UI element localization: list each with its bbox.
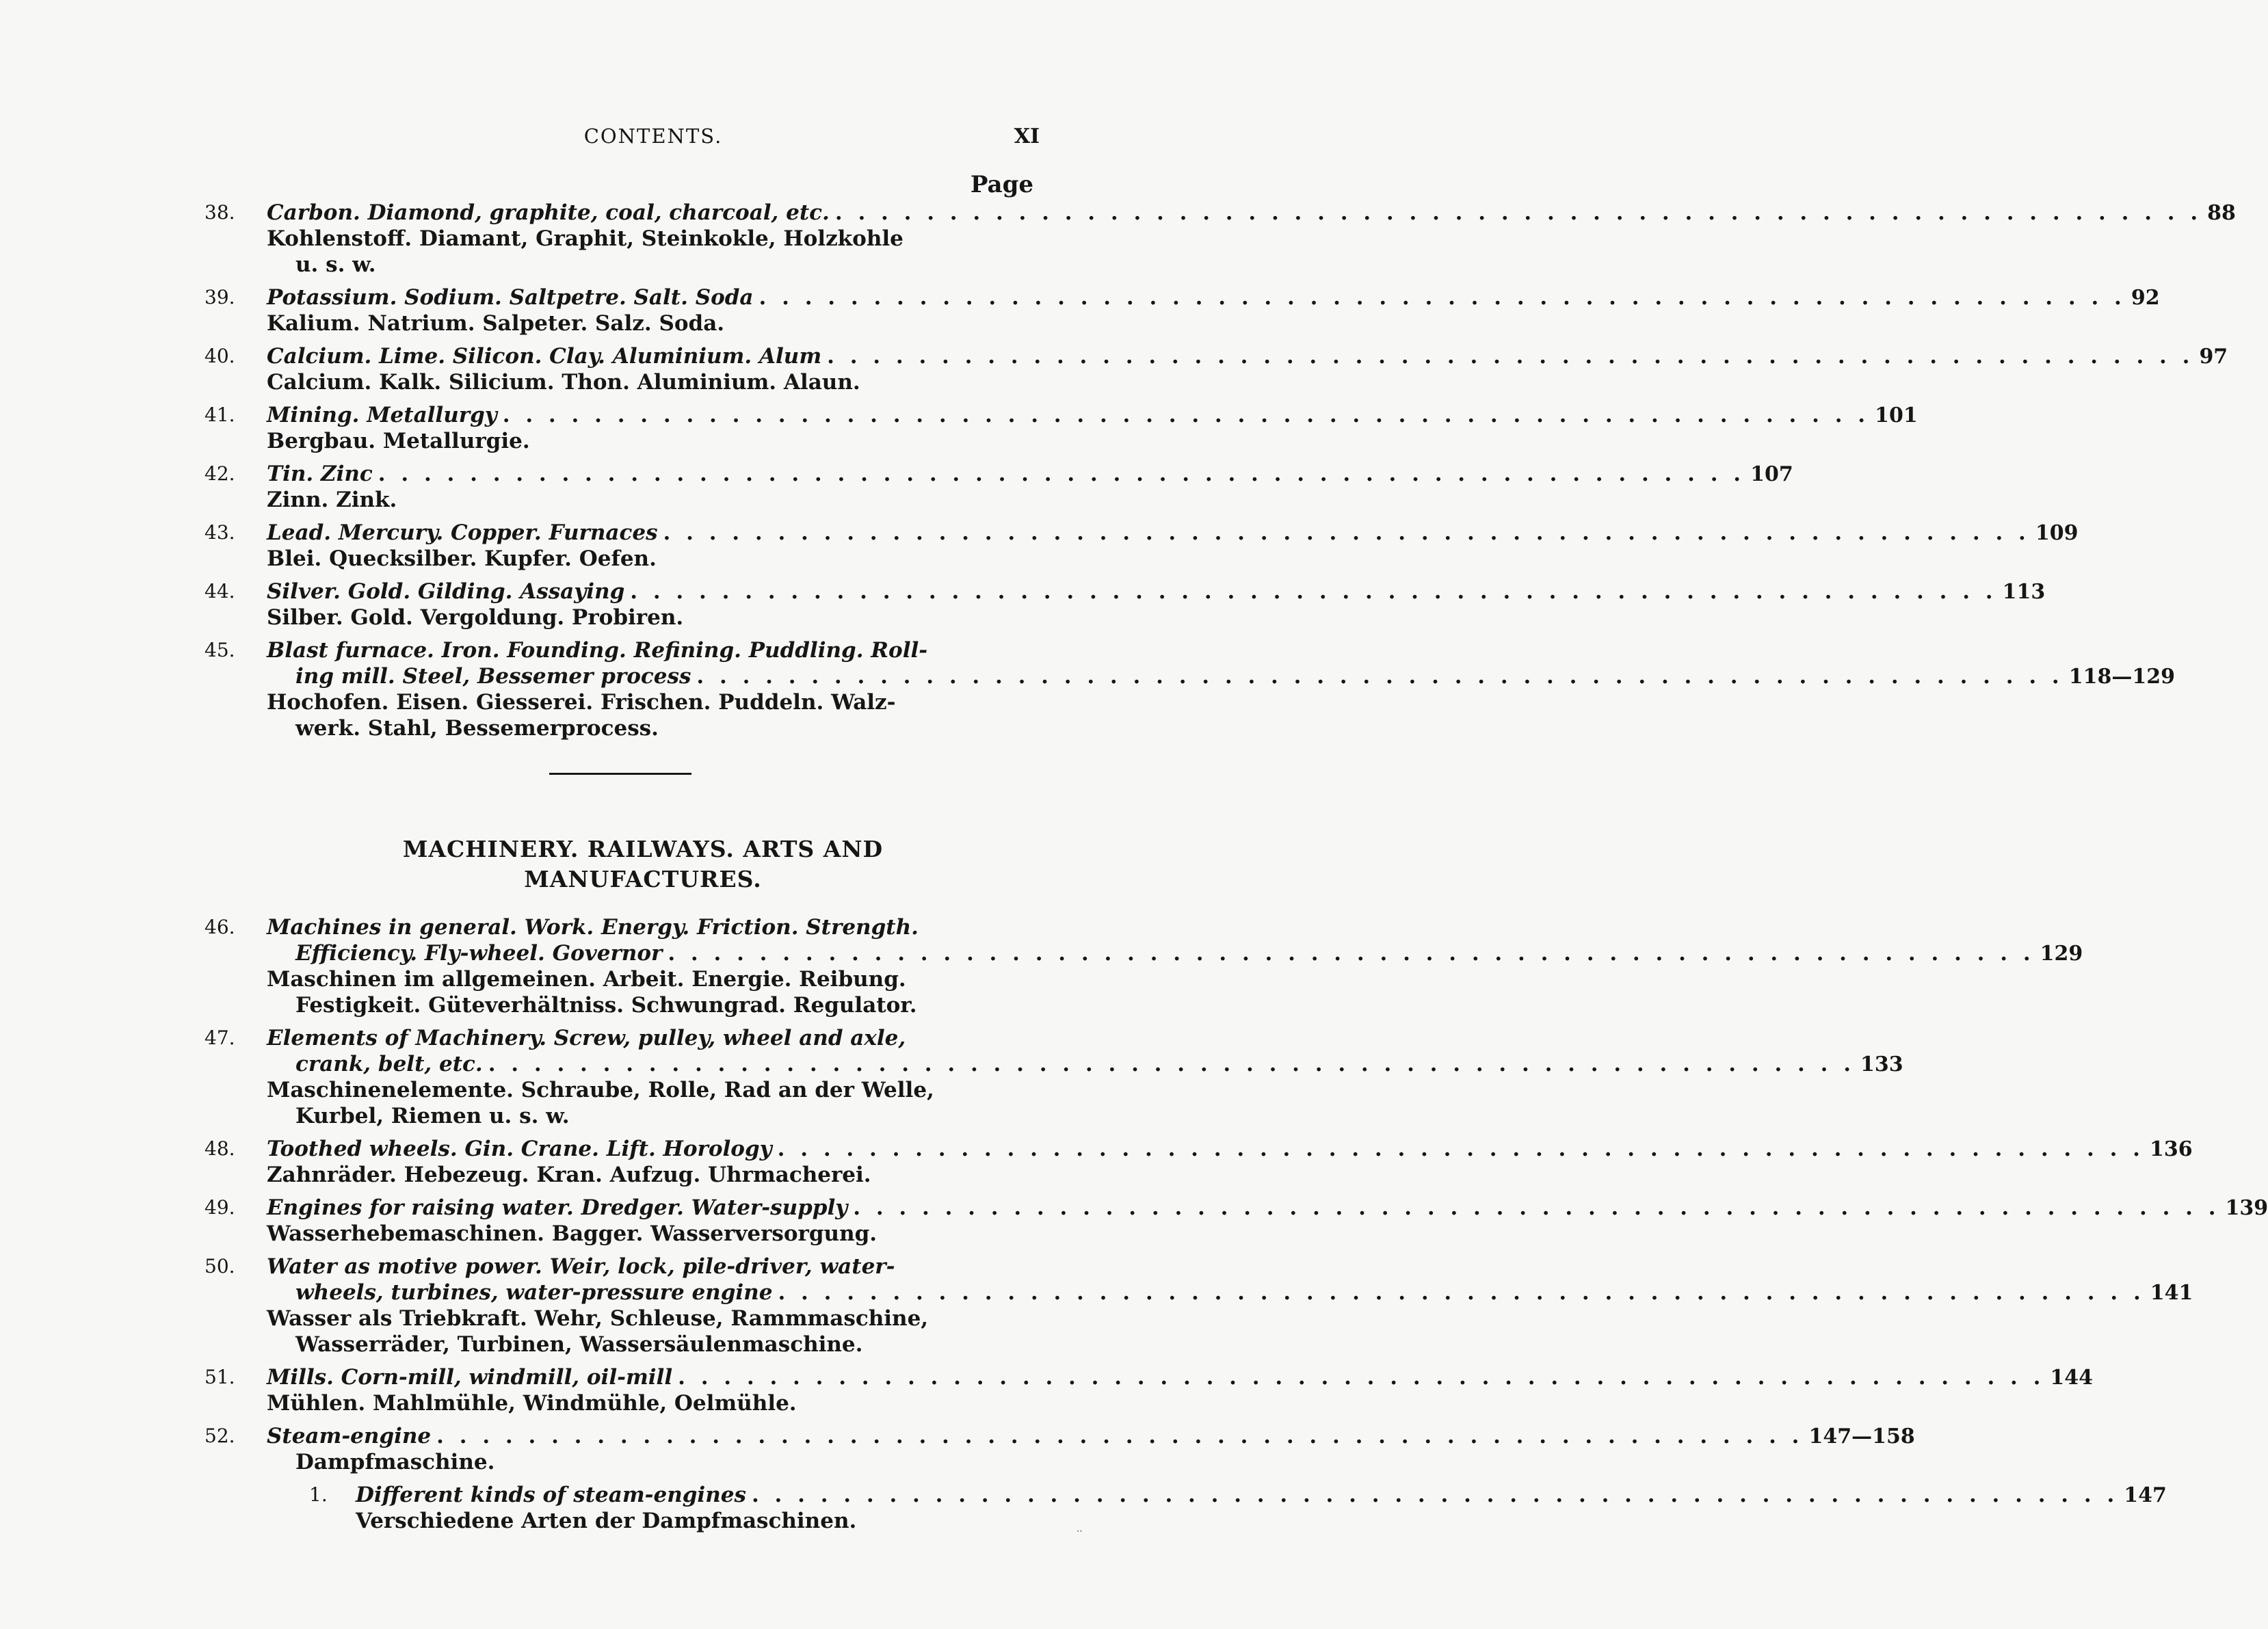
toc-line [0,1364,2094,1390]
toc-line [0,914,1193,940]
entry-text [267,914,1033,940]
page-ref: 101 [1875,403,1918,427]
english-title: Elements of Machinery. Screw, pulley, wheel and axle, [267,1026,906,1050]
dot-leader: . . . . . . . . . . . . . . . . . . . . . . . . . . . . . . . . . . . . . . . . . . . . . . . . . . . . . . . . . . . . [777,1137,2144,1161]
english-title: Steam-engine [267,1424,432,1448]
toc-entry [0,402,1918,454]
dot-leader: . . . . . . . . . . . . . . . . . . . . . . . . . . . . . . . . . . . . . . . . . . . . . . . . . . . . . . . . . . . . [663,520,2030,545]
english-title: crank, belt, etc. [295,1052,483,1076]
entry-number: 51. [205,1366,235,1388]
entry-text [295,252,1033,278]
section-divider-rule [549,773,691,775]
page-ref: 147 [2124,1483,2167,1507]
toc-entry [0,1254,2193,1358]
entry-number: 44. [205,580,235,602]
toc-entry [0,520,2079,572]
german-title: Maschinen im allgemeinen. Arbeit. Energie. Reibung. [267,967,906,992]
toc-line [0,284,2160,310]
toc-line [0,343,2228,369]
toc-line [0,1077,1193,1103]
entry-text [295,940,2083,967]
toc-line [0,1306,1193,1332]
dot-leader: . . . . . . . . . . . . . . . . . . . . . . . . . . . . . . . . . . . . . . . . . . . . . . . . . . . . . . . . . . . . [668,941,2035,966]
toc-line [0,1508,1193,1534]
english-title: Calcium. Lime. Silicon. Clay. Aluminium. Alum [267,344,822,369]
entry-text [267,689,1033,715]
entry-number: 46. [205,916,235,938]
entry-number: 50. [205,1255,235,1277]
entry-text [267,637,1033,663]
english-title: Toothed wheels. Gin. Crane. Lift. Horology [267,1137,772,1161]
entry-number: 43. [205,521,235,544]
toc-line [0,1332,1193,1358]
entry-text [267,369,1033,395]
dot-leader: . . . . . . . . . . . . . . . . . . . . . . . . . . . . . . . . . . . . . . . . . . . . . . . . . . . . . . . . . . . . [751,1483,2119,1507]
section-heading-line-1: MACHINERY. RAILWAYS. ARTS AND [402,836,884,862]
entry-text [267,402,1918,429]
page-ref: 144 [2050,1366,2094,1390]
page-ref: 92 [2131,286,2160,310]
german-title: Hochofen. Eisen. Giesserei. Frischen. Puddeln. Walz- [267,690,896,715]
toc-line [0,1449,1193,1475]
entry-text [295,1051,1903,1078]
toc-entry [0,1423,1915,1475]
toc-line [0,715,1193,741]
english-title: Tin. Zinc [267,462,373,486]
stray-ink-mark: ⸳⸳ [1077,1523,1083,1536]
entry-text [267,1195,2268,1221]
entry-text [267,1162,1033,1188]
toc-line [0,605,1193,631]
toc-line [0,1025,1193,1051]
entry-text [267,1423,1915,1450]
contents-section-machinery [0,914,2268,1541]
page-ref: 97 [2199,345,2228,369]
entry-number: 41. [205,403,235,426]
entry-text [267,343,2228,370]
toc-line [0,1103,1193,1129]
entry-text [295,663,2175,690]
entry-number: 38. [205,201,235,224]
section-heading [267,834,1019,895]
entry-text [267,487,1033,513]
toc-line [0,1280,2193,1306]
dot-leader: . . . . . . . . . . . . . . . . . . . . . . . . . . . . . . . . . . . . . . . . . . . . . . . . . . . . . . . . . . . . [502,403,1870,427]
entry-text [267,520,2079,546]
page-number: XI [1014,124,1040,148]
section-heading-line-2: MANUFACTURES. [524,866,762,892]
entry-text [267,1364,2094,1391]
german-title: Calcium. Kalk. Silicium. Thon. Aluminium. Alaun. [267,370,860,395]
entry-text [267,428,1033,454]
dot-leader: . . . . . . . . . . . . . . . . . . . . . . . . . . . . . . . . . . . . . . . . . . . . . . . . . . . . . . . . . . . . [778,1280,2145,1305]
english-title: Efficiency. Fly-wheel. Governor [295,941,663,966]
toc-line [0,1051,1903,1077]
entry-text [295,1103,1033,1129]
toc-line [0,200,2236,226]
entry-text [267,1136,2193,1163]
toc-line [0,487,1193,513]
page-ref: 118—129 [2068,665,2175,689]
entry-number: 47. [205,1027,235,1049]
page-column-label: Page [970,171,1033,198]
running-head-title: CONTENTS. [583,124,723,148]
page-ref: 136 [2149,1137,2193,1161]
toc-line [0,579,2046,605]
german-title: Kohlenstoff. Diamant, Graphit, Steinkokle, Holzkohle [267,226,904,251]
dot-leader: . . . . . . . . . . . . . . . . . . . . . . . . . . . . . . . . . . . . . . . . . . . . . . . . . . . . . . . . . . . . [378,462,1745,486]
entry-text [267,1254,1033,1280]
german-title: Verschiedene Arten der Dampfmaschinen. [356,1509,857,1533]
toc-line [0,1195,2268,1221]
toc-line [0,966,1193,992]
entry-number: 39. [205,286,235,308]
toc-line [0,1221,1193,1247]
english-title: Different kinds of steam-engines [356,1483,746,1507]
toc-line [0,461,1793,487]
toc-entry [0,1482,2167,1534]
page-ref: 129 [2040,942,2083,966]
entry-text [267,310,1033,336]
german-title: u. s. w. [295,252,376,277]
entry-text [267,579,2046,605]
entry-text [267,1221,1033,1247]
toc-entry [0,1025,1903,1129]
entry-text [267,461,1793,488]
page-ref: 139 [2225,1196,2268,1220]
english-title: Silver. Gold. Gilding. Assaying [267,579,625,604]
german-title: Bergbau. Metallurgie. [267,429,530,453]
german-title: Wasserräder, Turbinen, Wassersäulenmaschine. [295,1332,863,1357]
running-head [267,124,1040,152]
dot-leader: . . . . . . . . . . . . . . . . . . . . . . . . . . . . . . . . . . . . . . . . . . . . . . . . . . . . . . . . . . . . [630,579,1997,604]
dot-leader: . . . . . . . . . . . . . . . . . . . . . . . . . . . . . . . . . . . . . . . . . . . . . . . . . . . . . . . . . . . . [488,1052,1855,1076]
toc-entry [0,1136,2193,1188]
german-title: Kurbel, Riemen u. s. w. [295,1104,570,1128]
english-title: Mills. Corn-mill, windmill, oil-mill [267,1365,673,1390]
english-title: Potassium. Sodium. Saltpetre. Salt. Soda [267,285,754,310]
german-title: Blei. Quecksilber. Kupfer. Oefen. [267,546,657,571]
page-ref: 107 [1750,462,1793,486]
toc-line [0,1423,1915,1449]
dot-leader: . . . . . . . . . . . . . . . . . . . . . . . . . . . . . . . . . . . . . . . . . . . . . . . . . . . . . . . . . . . . [759,285,2126,310]
toc-entry [0,1364,2094,1416]
german-title: Festigkeit. Güteverhältniss. Schwungrad. Regulator. [295,993,917,1018]
toc-line [0,1254,1193,1280]
toc-line [0,546,1193,572]
toc-line [0,940,2083,966]
english-title: Carbon. Diamond, graphite, coal, charcoal, etc. [267,200,830,225]
dot-leader: . . . . . . . . . . . . . . . . . . . . . . . . . . . . . . . . . . . . . . . . . . . . . . . . . . . . . . . . . . . . [678,1365,2045,1390]
toc-entry [0,343,2228,395]
dot-leader: . . . . . . . . . . . . . . . . . . . . . . . . . . . . . . . . . . . . . . . . . . . . . . . . . . . . . . . . . . . . [436,1424,1804,1448]
entry-text [267,605,1033,631]
dot-leader: . . . . . . . . . . . . . . . . . . . . . . . . . . . . . . . . . . . . . . . . . . . . . . . . . . . . . . . . . . . . [834,200,2202,225]
english-title: Mining. Metallurgy [267,403,497,427]
toc-entry [0,914,2083,1018]
entry-text [295,1449,1033,1475]
toc-line [0,252,1193,278]
toc-line [0,1390,1193,1416]
entry-text [295,992,1033,1018]
toc-line [0,1136,2193,1162]
german-title: Wasserhebemaschinen. Bagger. Wasserversorgung. [267,1221,878,1246]
german-title: Maschinenelemente. Schraube, Rolle, Rad an der Welle, [267,1078,934,1102]
english-title: Blast furnace. Iron. Founding. Refining. Puddling. Roll- [267,638,928,663]
page-ref: 109 [2035,521,2079,545]
toc-line [0,520,2079,546]
toc-line [0,369,1193,395]
entry-text [356,1508,1033,1534]
contents-section-chemistry [0,200,2236,748]
entry-number: 1. [309,1483,328,1506]
toc-entry [0,637,2175,741]
toc-line [0,310,1193,336]
entry-number: 49. [205,1196,235,1219]
entry-text [267,1306,1033,1332]
german-title: Zahnräder. Hebezeug. Kran. Aufzug. Uhrmacherei. [267,1163,871,1187]
english-title: Lead. Mercury. Copper. Furnaces [267,520,658,545]
entry-text [295,1332,1033,1358]
toc-line [0,992,1193,1018]
dot-leader: . . . . . . . . . . . . . . . . . . . . . . . . . . . . . . . . . . . . . . . . . . . . . . . . . . . . . . . . . . . . [696,664,2063,689]
entry-text [267,546,1033,572]
german-title: Kalium. Natrium. Salpeter. Salz. Soda. [267,311,725,336]
german-title: Zinn. Zink. [267,488,397,512]
entry-text [267,284,2160,311]
german-title: werk. Stahl, Bessemerprocess. [295,716,659,741]
dot-leader: . . . . . . . . . . . . . . . . . . . . . . . . . . . . . . . . . . . . . . . . . . . . . . . . . . . . . . . . . . . . [827,344,2194,369]
entry-number: 42. [205,462,235,485]
toc-entry [0,200,2236,278]
german-title: Dampfmaschine. [295,1450,495,1474]
entry-text [267,966,1033,992]
dot-leader: . . . . . . . . . . . . . . . . . . . . . . . . . . . . . . . . . . . . . . . . . . . . . . . . . . . . . . . . . . . . [853,1195,2220,1220]
entry-number: 52. [205,1425,235,1447]
german-title: Mühlen. Mahlmühle, Windmühle, Oelmühle. [267,1391,797,1416]
german-title: Wasser als Triebkraft. Wehr, Schleuse, Rammmaschine, [267,1306,929,1331]
toc-line [0,689,1193,715]
toc-entry [0,284,2160,336]
toc-entry [0,461,1793,513]
english-title: wheels, turbines, water-pressure engine [295,1280,773,1305]
toc-line [0,1482,2167,1508]
entry-text [267,1025,1033,1051]
entry-number: 40. [205,345,235,367]
page-ref: 141 [2150,1281,2193,1305]
entry-text [267,1077,1033,1103]
page-ref: 133 [1860,1052,1903,1076]
toc-line [0,402,1918,428]
page-ref: 88 [2207,201,2236,225]
entry-text [267,200,2236,226]
toc-line [0,1162,1193,1188]
entry-text [267,226,1033,252]
toc-line [0,428,1193,454]
entry-text [295,1280,2193,1306]
german-title: Silber. Gold. Vergoldung. Probiren. [267,605,684,630]
toc-line [0,663,2175,689]
english-title: ing mill. Steel, Bessemer process [295,664,691,689]
entry-text [295,715,1033,741]
english-title: Engines for raising water. Dredger. Water-supply [267,1195,848,1220]
toc-entry [0,1195,2268,1247]
entry-number: 45. [205,639,235,661]
english-title: Machines in general. Work. Energy. Friction. Strength. [267,915,919,940]
entry-text [356,1482,2167,1509]
entry-text [267,1390,1033,1416]
toc-line [0,637,1193,663]
toc-entry [0,579,2046,631]
entry-number: 48. [205,1137,235,1160]
page-ref: 147—158 [1808,1425,1915,1448]
page-ref: 113 [2002,580,2046,604]
english-title: Water as motive power. Weir, lock, pile-driver, water- [267,1254,895,1279]
toc-line [0,226,1193,252]
